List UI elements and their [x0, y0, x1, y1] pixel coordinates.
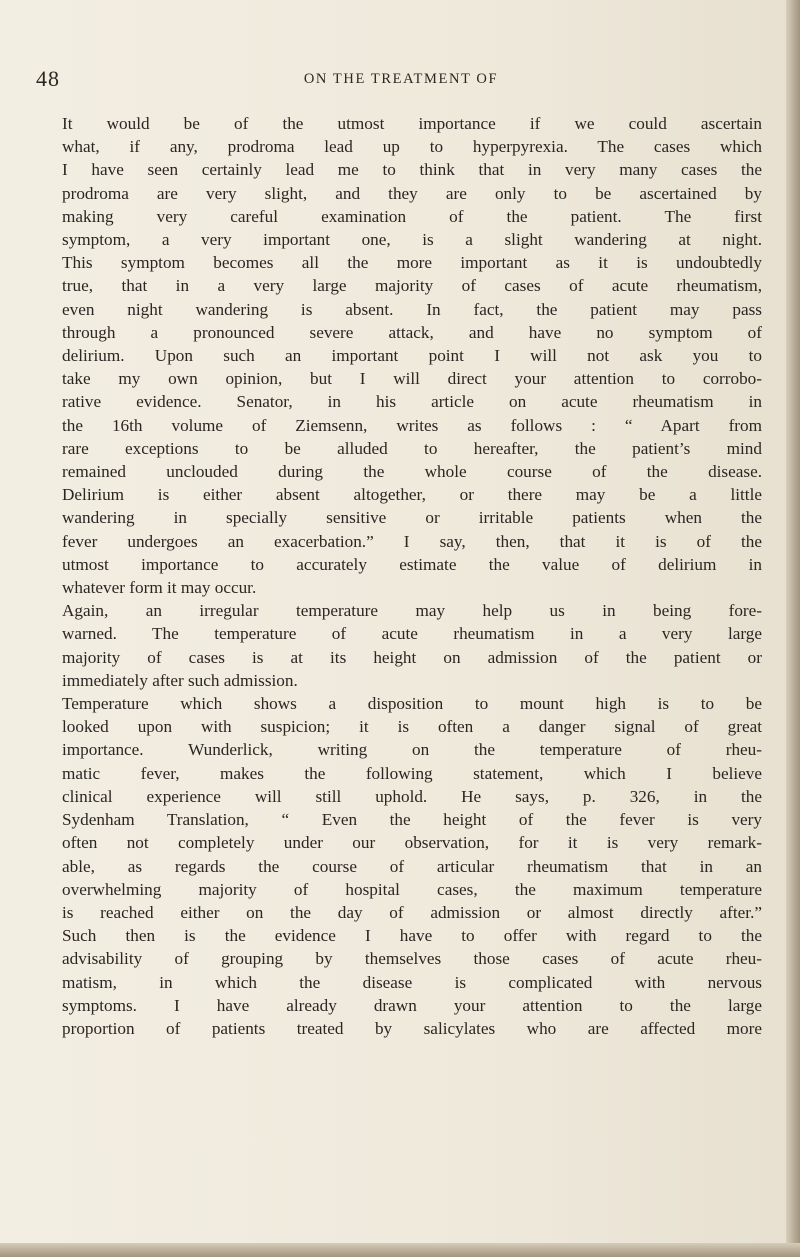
text-line: rare exceptions to be alluded to hereafter, the patient’s mind — [62, 438, 762, 458]
text-line: Sydenham Translation, “ Even the height of the fever is very — [62, 810, 762, 830]
text-line: importance. Wunderlick, writing on the temperature of rheu- — [62, 740, 762, 760]
text-line: what, if any, prodroma lead up to hyperpyrexia. The cases which — [62, 137, 762, 157]
text-line: advisability of grouping by themselves those cases of acute rheu- — [62, 949, 762, 969]
text-line: symptoms. I have already drawn your attention to the large — [62, 995, 762, 1015]
text-line: symptom, a very important one, is a slight wandering at night. — [62, 230, 762, 250]
paragraph-1 — [38, 112, 762, 599]
text-line: is reached either on the day of admission or almost directly after.” — [62, 902, 762, 922]
text-line: matism, in which the disease is complicated with nervous — [62, 972, 762, 992]
text-line: overwhelming majority of hospital cases, the maximum temperature — [62, 879, 762, 899]
text-line: whatever form it may occur. — [62, 578, 257, 598]
text-line: delirium. Upon such an important point I will not ask you to — [62, 346, 762, 366]
text-line: even night wandering is absent. In fact, the patient may pass — [62, 299, 762, 319]
text-line: making very careful examination of the patient. The first — [62, 206, 762, 226]
page-edge-right — [786, 0, 800, 1257]
text-line: immediately after such admission. — [62, 670, 298, 690]
text-line: often not completely under our observation, for it is very remark- — [62, 833, 762, 853]
text-line: utmost importance to accurately estimate the value of delirium in — [62, 554, 762, 574]
text-line: take my own opinion, but I will direct your attention to corrobo- — [62, 369, 762, 389]
text-line: majority of cases is at its height on admission of the patient or — [62, 647, 762, 667]
text-line: prodroma are very slight, and they are only to be ascertained by — [62, 183, 762, 203]
text-line: looked upon with suspicion; it is often a danger signal of great — [62, 717, 762, 737]
page-header — [36, 66, 766, 92]
text-line: true, that in a very large majority of cases of acute rheumatism, — [62, 276, 762, 296]
text-line: warned. The temperature of acute rheumatism in a very large — [62, 624, 762, 644]
page-edge-bottom — [0, 1243, 800, 1257]
text-line: Temperature which shows a disposition to mount high is to be — [62, 694, 762, 714]
paragraph-3 — [38, 692, 762, 1040]
text-line: wandering in specially sensitive or irritable patients when the — [62, 508, 762, 528]
body-text — [38, 112, 762, 1040]
text-line: Delirium is either absent altogether, or there may be a little — [62, 485, 762, 505]
text-line: I have seen certainly lead me to think that in very many cases the — [62, 160, 762, 180]
text-line: matic fever, makes the following statement, which I believe — [62, 763, 762, 783]
text-line: clinical experience will still uphold. He says, p. 326, in the — [62, 786, 762, 806]
text-line: fever undergoes an exacerbation.” I say, then, that it is of the — [62, 531, 762, 551]
text-line: proportion of patients treated by salicylates who are affected more — [62, 1018, 762, 1038]
text-line: able, as regards the course of articular rheumatism that in an — [62, 856, 762, 876]
text-line: remained unclouded during the whole course of the disease. — [62, 462, 762, 482]
text-line: the 16th volume of Ziemsenn, writes as follows : “ Apart from — [62, 415, 762, 435]
paragraph-2 — [38, 599, 762, 692]
text-line: through a pronounced severe attack, and have no symptom of — [62, 322, 762, 342]
text-line: It would be of the utmost importance if we could ascertain — [62, 114, 762, 133]
text-line: This symptom becomes all the more important as it is undoubtedly — [62, 253, 762, 273]
text-line: rative evidence. Senator, in his article on acute rheumatism in — [62, 392, 762, 412]
running-title: ON THE TREATMENT OF — [303, 71, 499, 87]
text-line: Such then is the evidence I have to offer with regard to the — [62, 926, 762, 946]
text-line: Again, an irregular temperature may help us in being fore- — [62, 601, 762, 621]
page-number: 48 — [36, 66, 60, 91]
